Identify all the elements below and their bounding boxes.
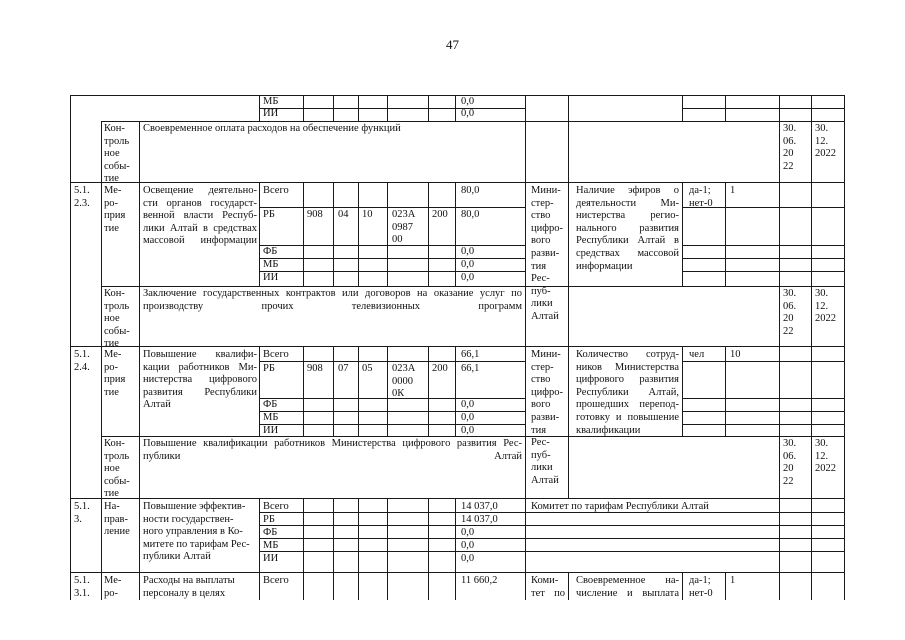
table-rule	[779, 346, 780, 436]
cell-line: разви-	[531, 411, 560, 423]
table-rule	[428, 95, 429, 121]
cell-line: информации	[576, 260, 633, 272]
table-rule	[101, 121, 845, 122]
cell-line: Заключение государственных контрактов или договоров на оказание услуг по	[143, 288, 522, 299]
cell-ind	[576, 349, 679, 437]
cell-src: РБ	[263, 514, 275, 525]
cell-src: Всего	[263, 575, 289, 586]
table-rule	[725, 346, 726, 436]
table-rule	[525, 346, 526, 436]
table-rule	[779, 286, 780, 346]
cell-line: ников Министерства	[576, 361, 679, 373]
cell-name	[143, 349, 257, 412]
cell-src: МБ	[263, 412, 279, 423]
table-rule	[259, 182, 260, 286]
table-rule	[101, 572, 102, 600]
cell-sum: 80,0	[461, 185, 480, 196]
cell-src: Всего	[263, 501, 289, 512]
table-rule	[259, 498, 260, 572]
table-rule	[387, 572, 388, 600]
table-rule	[525, 182, 526, 286]
cell-num: 5.1. 2.4.	[74, 349, 90, 373]
cell-sum: 80,0	[461, 209, 480, 220]
cell-name: Повышение эффектив- ности государствен- ного управления в Ко- митете по тарифам Рес- публики Алтай	[143, 501, 250, 563]
table-rule	[358, 182, 359, 286]
cell-line: лики	[531, 298, 553, 310]
table-rule	[387, 182, 388, 286]
cell-line: средствах массовой	[576, 247, 679, 259]
table-rule	[101, 121, 102, 182]
cell-line: числение и выплата	[576, 587, 679, 599]
table-rule	[70, 498, 845, 499]
table-rule	[682, 245, 845, 246]
cell-line: цифро-	[531, 386, 564, 398]
cell-sum: 66,1	[461, 349, 480, 360]
cell-line: нистерства цифрового	[143, 374, 257, 386]
cell-num: 5.1. 3.1.	[74, 575, 90, 599]
cell-grbs: 908	[307, 363, 323, 374]
cell-line: Рес-	[531, 437, 550, 449]
cell-src: ФБ	[263, 399, 278, 410]
cell-d1: 30. 06. 20 22	[783, 123, 797, 172]
cell-sum: 0,0	[461, 96, 475, 107]
table-rule	[455, 498, 456, 572]
cell-sum: 14 037,0	[461, 501, 498, 512]
table-rule	[682, 258, 845, 259]
table-rule	[779, 121, 780, 182]
table-rule	[259, 207, 526, 208]
cell-line: ство	[531, 374, 551, 386]
table-rule	[811, 346, 812, 436]
cell-val: 1	[730, 575, 736, 586]
cell-exec	[531, 185, 565, 324]
cell-num: 5.1. 3.	[74, 501, 90, 525]
cell-unit: чел	[689, 349, 705, 360]
table-rule	[70, 95, 845, 96]
table-rule	[811, 436, 812, 498]
cell-line: публики Алтай	[143, 450, 522, 462]
cell-line: стер-	[531, 361, 554, 373]
table-rule	[779, 572, 780, 600]
cell-line: Алтай	[143, 399, 171, 411]
cell-line: стер-	[531, 197, 554, 209]
table-rule	[568, 95, 569, 121]
cell-type: На- прав- ление	[104, 501, 130, 538]
table-rule	[779, 95, 780, 121]
cell-exec_wide: Комитет по тарифам Республики Алтай	[531, 501, 709, 512]
cell-type: Кон- троль ное собы- тие	[104, 438, 130, 500]
cell-line: производству прочих телевизионных программ	[143, 300, 522, 312]
cell-sum: 0,0	[461, 108, 475, 119]
table-rule	[333, 182, 334, 286]
table-rule	[779, 436, 780, 498]
cell-line: Повышение квалифи-	[143, 349, 257, 360]
table-rule	[70, 572, 845, 573]
cell-src: ФБ	[263, 527, 278, 538]
table-rule	[70, 95, 71, 600]
cell-sum: 0,0	[461, 399, 475, 410]
cell-line: кации работников Ми-	[143, 361, 257, 373]
cell-line: Республики Алтай,	[576, 386, 679, 398]
table-rule	[568, 182, 569, 286]
table-rule	[387, 346, 388, 436]
cell-line: Освещение деятельно-	[143, 185, 257, 196]
table-rule	[333, 498, 334, 572]
table-rule	[682, 108, 845, 109]
cell-d2: 30. 12. 2022	[815, 288, 836, 325]
cell-unit: да-1; нет-0	[689, 575, 713, 599]
cell-line: прошедших перепод-	[576, 399, 679, 411]
table-rule	[779, 498, 780, 572]
table-rule	[387, 498, 388, 572]
cell-src: ИИ	[263, 425, 279, 436]
page-number: 47	[446, 37, 459, 52]
table-rule	[455, 95, 456, 121]
cell-line: деятельности Ми-	[576, 197, 679, 209]
cell-line: лики Алтай в средствах	[143, 222, 257, 234]
table-rule	[455, 346, 456, 436]
cell-line: Республики Алтай в	[576, 235, 679, 247]
cell-sum: 0,0	[461, 553, 475, 564]
cell-rz: 07	[338, 363, 349, 374]
cell-ind	[576, 575, 679, 600]
cell-type: Ме- ро- прия тие	[104, 185, 126, 234]
cell-src: РБ	[263, 209, 275, 220]
table-rule	[568, 572, 569, 600]
table-rule	[139, 182, 140, 286]
table-rule	[525, 538, 845, 539]
cell-csr: 023А 0987 00	[392, 209, 416, 246]
table-rule	[101, 286, 845, 287]
cell-line: Мини-	[531, 349, 561, 360]
cell-sum: 0,0	[461, 272, 475, 283]
cell-type: Ме- ро-	[104, 575, 122, 599]
table-rule	[358, 95, 359, 121]
table-rule	[358, 498, 359, 572]
cell-unit: да-1; нет-0	[689, 185, 713, 209]
cell-sum: 0,0	[461, 425, 475, 436]
table-rule	[525, 95, 526, 121]
cell-type: Кон- троль ное собы- тие	[104, 288, 130, 350]
cell-line: нального развития	[576, 222, 679, 234]
cell-grbs: 908	[307, 209, 323, 220]
table-rule	[525, 572, 526, 600]
cell-pr: 10	[362, 209, 373, 220]
table-rule	[387, 95, 388, 121]
cell-src: РБ	[263, 363, 275, 374]
cell-line: Мини-	[531, 185, 561, 196]
cell-sum: 11 660,2	[461, 575, 498, 586]
cell-sum: 0,0	[461, 412, 475, 423]
table-rule	[682, 271, 845, 272]
table-rule	[455, 572, 456, 600]
cell-line: развития Республики	[143, 386, 257, 398]
cell-src: МБ	[263, 540, 279, 551]
cell-name: Расходы на выплаты персоналу в целях	[143, 575, 235, 599]
table-rule	[358, 572, 359, 600]
table-rule	[682, 398, 845, 399]
table-rule	[811, 572, 812, 600]
table-rule	[333, 346, 334, 436]
cell-d1: 30. 06. 20 22	[783, 438, 797, 487]
cell-type: Ме- ро- прия тие	[104, 349, 126, 398]
cell-src: Всего	[263, 185, 289, 196]
cell-line: Количество сотруд-	[576, 349, 679, 360]
cell-pr: 05	[362, 363, 373, 374]
table-rule	[333, 95, 334, 121]
table-rule	[259, 572, 260, 600]
cell-line: тия	[531, 424, 547, 436]
table-rule	[70, 346, 845, 347]
cell-name	[143, 185, 257, 248]
table-rule	[303, 182, 304, 286]
table-rule	[568, 346, 569, 436]
table-rule	[101, 436, 102, 498]
cell-line: вого	[531, 399, 551, 411]
table-rule	[525, 551, 845, 552]
cell-line: Алтай	[531, 310, 559, 322]
table-rule	[139, 436, 140, 498]
table-rule	[101, 286, 102, 346]
cell-line: Рес-	[531, 273, 550, 285]
table-rule	[725, 182, 726, 286]
table-rule	[139, 572, 140, 600]
table-rule	[525, 286, 526, 346]
table-rule	[525, 436, 526, 498]
cell-line: ство	[531, 210, 551, 222]
cell-line: Наличие эфиров о	[576, 185, 679, 196]
cell-csr: 023А 0000 0К	[392, 363, 416, 400]
table-rule	[70, 182, 845, 183]
cell-desc_wide: Своевременное оплата расходов на обеспечение функций	[143, 123, 401, 134]
cell-src: ИИ	[263, 272, 279, 283]
cell-src: ФБ	[263, 246, 278, 257]
cell-src: МБ	[263, 96, 279, 107]
table-rule	[568, 436, 569, 498]
cell-line: разви-	[531, 247, 560, 259]
cell-val: 1	[730, 185, 736, 196]
cell-sum: 0,0	[461, 527, 475, 538]
cell-vr: 200	[432, 363, 448, 374]
cell-type: Кон- троль ное собы- тие	[104, 123, 130, 185]
cell-exec	[531, 575, 565, 600]
table-rule	[525, 498, 526, 572]
cell-d1: 30. 06. 20 22	[783, 288, 797, 337]
cell-exec	[531, 349, 565, 488]
cell-src: ИИ	[263, 108, 279, 119]
cell-line: Алтай	[531, 474, 559, 486]
cell-line: вого	[531, 235, 551, 247]
table-rule	[811, 182, 812, 286]
cell-line: Повышение квалификации работников Министерства цифрового развития Рес-	[143, 438, 522, 449]
cell-rz: 04	[338, 209, 349, 220]
table-rule	[303, 498, 304, 572]
cell-line: сти органов государст-	[143, 197, 257, 209]
table-rule	[455, 182, 456, 286]
cell-line: пуб-	[531, 285, 551, 297]
cell-src: Всего	[263, 349, 289, 360]
table-rule	[139, 498, 140, 572]
table-rule	[811, 95, 812, 121]
cell-line: нистерства регио-	[576, 210, 679, 222]
cell-sum: 0,0	[461, 246, 475, 257]
table-rule	[101, 498, 102, 572]
cell-line: цифро-	[531, 222, 564, 234]
table-rule	[259, 95, 260, 121]
table-rule	[259, 346, 260, 436]
table-rule	[303, 572, 304, 600]
table-rule	[682, 411, 845, 412]
table-rule	[428, 182, 429, 286]
cell-line: лики	[531, 462, 553, 474]
cell-sum: 0,0	[461, 259, 475, 270]
table-rule	[525, 525, 845, 526]
cell-sum: 14 037,0	[461, 514, 498, 525]
cell-vr: 200	[432, 209, 448, 220]
cell-line: тет по	[531, 587, 565, 599]
cell-d2: 30. 12. 2022	[815, 438, 836, 475]
table-rule	[428, 572, 429, 600]
table-rule	[428, 498, 429, 572]
table-rule	[682, 95, 683, 121]
table-rule	[811, 286, 812, 346]
cell-src: МБ	[263, 259, 279, 270]
cell-line: тия	[531, 260, 547, 272]
cell-desc	[143, 288, 522, 313]
cell-sum: 66,1	[461, 363, 480, 374]
cell-line: квалификации	[576, 424, 641, 436]
table-rule	[568, 286, 569, 346]
cell-line: венной власти Респуб-	[143, 210, 257, 222]
cell-line: готовку и повышение	[576, 411, 679, 423]
table-rule	[682, 182, 683, 286]
cell-ind	[576, 185, 679, 273]
table-rule	[725, 95, 726, 121]
table-rule	[303, 346, 304, 436]
cell-line: Коми-	[531, 575, 559, 586]
table-rule	[139, 346, 140, 436]
table-rule	[682, 346, 683, 436]
table-rule	[101, 346, 102, 436]
table-rule	[428, 346, 429, 436]
cell-line: Своевременное на-	[576, 575, 679, 586]
table-rule	[811, 121, 812, 182]
cell-line: цифрового развития	[576, 374, 679, 386]
table-rule	[139, 121, 140, 182]
table-rule	[358, 346, 359, 436]
table-rule	[682, 572, 683, 600]
cell-val: 10	[730, 349, 741, 360]
table-rule	[811, 498, 812, 572]
cell-src: ИИ	[263, 553, 279, 564]
table-rule	[725, 572, 726, 600]
cell-desc	[143, 438, 522, 463]
cell-d2: 30. 12. 2022	[815, 123, 836, 160]
table-rule	[333, 572, 334, 600]
cell-line: пуб-	[531, 449, 551, 461]
cell-sum: 0,0	[461, 540, 475, 551]
table-rule	[682, 424, 845, 425]
table-rule	[101, 182, 102, 286]
cell-num: 5.1. 2.3.	[74, 185, 90, 209]
table-rule	[303, 95, 304, 121]
table-rule	[779, 182, 780, 286]
table-rule	[139, 286, 140, 346]
cell-line: массовой информации	[143, 235, 257, 247]
